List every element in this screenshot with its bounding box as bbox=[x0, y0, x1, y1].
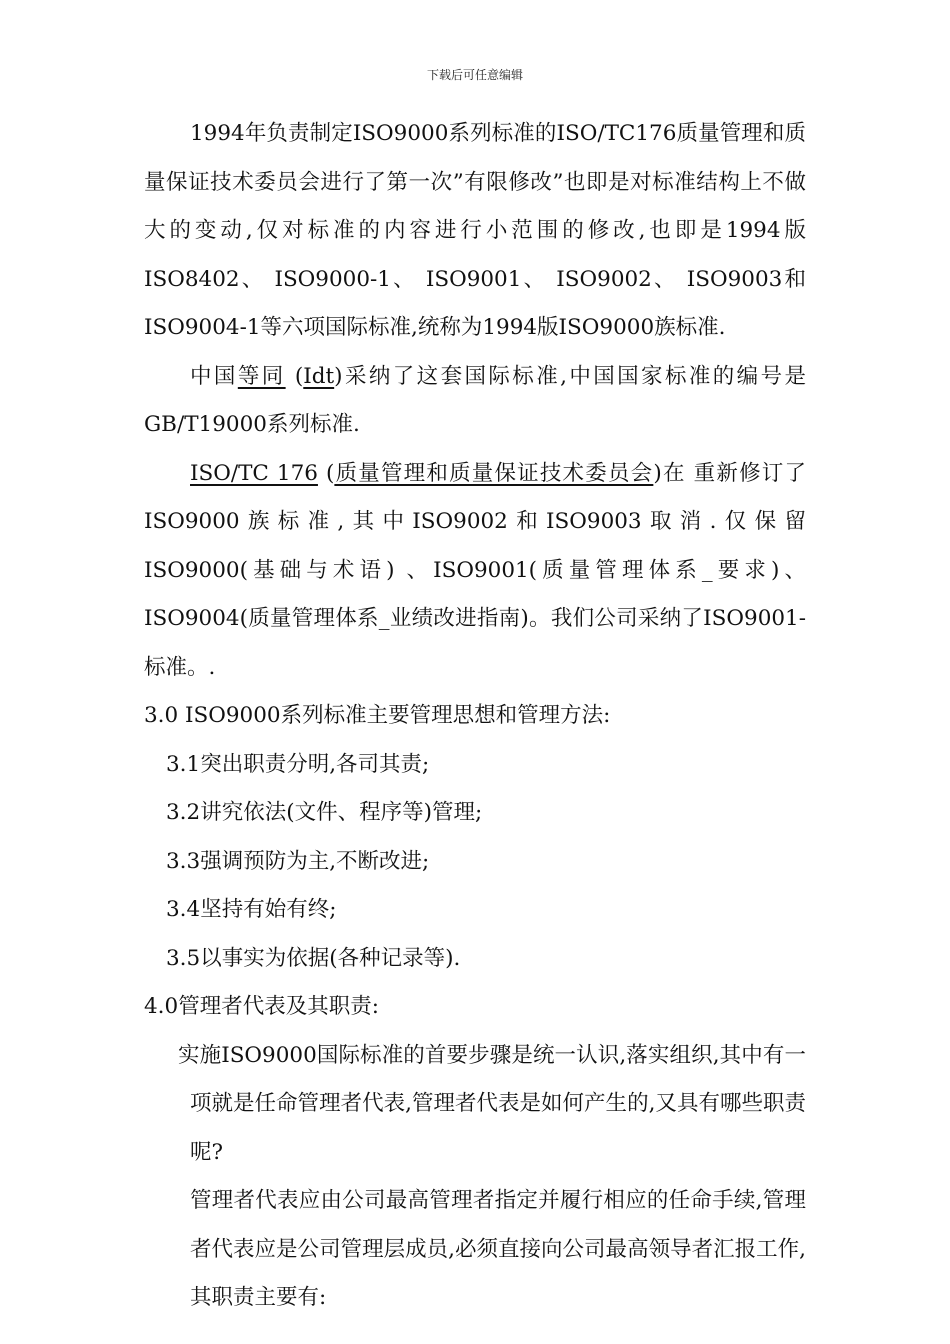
underlined-term-dengtong: 等同 bbox=[237, 363, 286, 389]
underlined-term-iso-tc176: ISO/TC 176 bbox=[190, 460, 318, 486]
page-header: 下载后可任意编辑 bbox=[426, 68, 523, 82]
text-segment: ( bbox=[317, 460, 335, 486]
section-3-item: 3.5以事实为依据(各种记录等). bbox=[166, 945, 461, 971]
section-3-item: 3.4坚持有始有终; bbox=[166, 897, 337, 922]
section-3-title: 3.0 ISO9000系列标准主要管理思想和管理方法: bbox=[144, 703, 611, 728]
section-4-title: 4.0管理者代表及其职责: bbox=[144, 994, 379, 1019]
underlined-term-idt: Idt bbox=[303, 363, 335, 389]
paragraph-iso-revision: 1994年负责制定ISO9000系列标准的ISO/TC176质量管理和质量保证技术委员会进行了第一次”有限修改”也即是对标准结构上不做大的变动,仅对标准的内容进行小范围的修改,也即是1994版ISO8402、 ISO9000-1、 ISO9001、 ISO9002、 ISO9003和ISO9004-1等六项国际标准,统称为1994版ISO9000族标准. bbox=[144, 121, 806, 340]
section-4-paragraph-implementation: 实施ISO9000国际标准的首要步骤是统一认识,落实组织,其中有一项就是任命管理者代表,管理者代表是如何产生的,又具有哪些职责呢? bbox=[178, 1042, 806, 1165]
section-4-paragraph-duties: 管理者代表应由公司最高管理者指定并履行相应的任命手续,管理者代表应是公司管理层成员,必须直接向公司最高领导者汇报工作,其职责主要有: bbox=[190, 1188, 806, 1310]
section-3-item: 3.3强调预防为主,不断改进; bbox=[166, 848, 430, 874]
text-segment: 中国 bbox=[190, 363, 238, 389]
text-segment: )采纳了这套国际标准,中国国家标准的编号是GB/T19000系列标准. bbox=[144, 363, 806, 437]
document-body bbox=[144, 110, 806, 1323]
paragraph-tc176-revision bbox=[144, 450, 806, 693]
underlined-term-committee: 质量管理和质量保证技术委员会 bbox=[334, 460, 654, 486]
section-3-item: 3.2讲究依法(文件、程序等)管理; bbox=[166, 800, 483, 825]
section-3-item: 3.1突出职责分明,各司其责; bbox=[166, 751, 430, 777]
paragraph-china-adoption bbox=[144, 353, 806, 450]
text-segment: ( bbox=[285, 363, 304, 389]
text-segment: )在 重新修订了ISO9000族标准,其中ISO9002和ISO9003取消.仅保留ISO9000(基础与术语) 、ISO9001(质量管理体系_要求)、ISO9004(质量管理体系_业绩改进指南)。我们公司采纳了ISO9001- 标准。. bbox=[144, 460, 806, 680]
